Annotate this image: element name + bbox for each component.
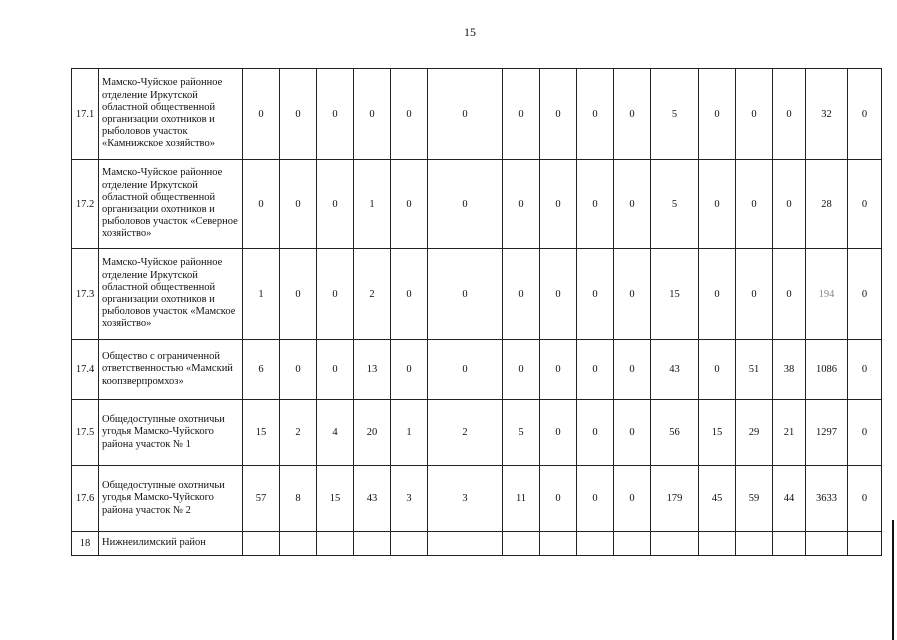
value-cell: 15 <box>243 400 280 466</box>
value-cell <box>503 532 540 556</box>
value-cell: 0 <box>736 160 773 249</box>
value-cell: 0 <box>280 249 317 340</box>
row-name: Общедоступные охотничьи угодья Мамско-Чуйского района участок № 2 <box>99 466 243 532</box>
value-cell: 0 <box>540 249 577 340</box>
row-number: 17.5 <box>72 400 99 466</box>
value-cell: 0 <box>540 69 577 160</box>
value-cell: 0 <box>317 69 354 160</box>
value-cell: 0 <box>503 340 540 400</box>
value-cell: 0 <box>391 160 428 249</box>
value-cell: 32 <box>806 69 848 160</box>
value-cell: 28 <box>806 160 848 249</box>
table-body <box>72 69 882 556</box>
value-cell: 179 <box>651 466 699 532</box>
value-cell: 0 <box>317 249 354 340</box>
value-cell: 4 <box>317 400 354 466</box>
value-cell: 0 <box>540 160 577 249</box>
value-cell: 0 <box>540 340 577 400</box>
value-cell: 0 <box>391 249 428 340</box>
value-cell: 5 <box>651 160 699 249</box>
row-name: Мамско-Чуйское районное отделение Иркутской областной общественной организации охотников и рыболовов участок «Мамское хозяйство» <box>99 249 243 340</box>
value-cell: 0 <box>699 69 736 160</box>
value-cell <box>577 532 614 556</box>
value-cell: 0 <box>848 69 882 160</box>
row-name: Общество с ограниченной ответственностью «Мамский коопзверпромхоз» <box>99 340 243 400</box>
value-cell: 15 <box>699 400 736 466</box>
value-cell: 43 <box>651 340 699 400</box>
value-cell: 0 <box>614 466 651 532</box>
value-cell: 0 <box>428 69 503 160</box>
value-cell <box>651 532 699 556</box>
value-cell: 0 <box>317 340 354 400</box>
value-cell: 3 <box>391 466 428 532</box>
value-cell: 0 <box>428 340 503 400</box>
table-row <box>72 160 882 249</box>
value-cell: 0 <box>736 69 773 160</box>
row-name: Общедоступные охотничьи угодья Мамско-Чуйского района участок № 1 <box>99 400 243 466</box>
value-cell: 0 <box>354 69 391 160</box>
value-cell: 57 <box>243 466 280 532</box>
value-cell: 0 <box>243 69 280 160</box>
value-cell: 0 <box>577 249 614 340</box>
table-row <box>72 69 882 160</box>
value-cell: 194 <box>806 249 848 340</box>
value-cell: 0 <box>614 160 651 249</box>
value-cell: 0 <box>614 69 651 160</box>
value-cell: 0 <box>614 249 651 340</box>
value-cell <box>773 532 806 556</box>
value-cell: 0 <box>503 249 540 340</box>
value-cell: 0 <box>614 400 651 466</box>
value-cell: 2 <box>280 400 317 466</box>
value-cell <box>391 532 428 556</box>
value-cell: 0 <box>577 400 614 466</box>
value-cell: 8 <box>280 466 317 532</box>
value-cell: 1 <box>391 400 428 466</box>
value-cell: 0 <box>280 160 317 249</box>
value-cell: 3 <box>428 466 503 532</box>
value-cell: 5 <box>651 69 699 160</box>
value-cell: 0 <box>773 249 806 340</box>
value-cell <box>806 532 848 556</box>
row-number: 17.2 <box>72 160 99 249</box>
value-cell: 43 <box>354 466 391 532</box>
row-number: 17.1 <box>72 69 99 160</box>
value-cell: 0 <box>577 340 614 400</box>
row-number: 17.3 <box>72 249 99 340</box>
value-cell: 0 <box>577 160 614 249</box>
value-cell: 2 <box>428 400 503 466</box>
value-cell: 0 <box>699 160 736 249</box>
row-name: Мамско-Чуйское районное отделение Иркутской областной общественной организации охотников и рыболовов участок «Северное хозяйство» <box>99 160 243 249</box>
value-cell <box>699 532 736 556</box>
value-cell <box>280 532 317 556</box>
value-cell: 0 <box>848 160 882 249</box>
row-name: Нижнеилимский район <box>99 532 243 556</box>
value-cell: 0 <box>317 160 354 249</box>
table-row <box>72 532 882 556</box>
value-cell: 0 <box>391 69 428 160</box>
value-cell: 0 <box>503 160 540 249</box>
value-cell: 0 <box>540 466 577 532</box>
value-cell: 0 <box>280 340 317 400</box>
value-cell: 21 <box>773 400 806 466</box>
value-cell: 1 <box>354 160 391 249</box>
value-cell <box>540 532 577 556</box>
table-row <box>72 249 882 340</box>
value-cell: 51 <box>736 340 773 400</box>
value-cell <box>428 532 503 556</box>
value-cell: 15 <box>317 466 354 532</box>
value-cell: 0 <box>391 340 428 400</box>
value-cell: 0 <box>503 69 540 160</box>
value-cell: 44 <box>773 466 806 532</box>
value-cell <box>614 532 651 556</box>
margin-mark <box>892 520 894 640</box>
page-number: 15 <box>464 25 476 39</box>
value-cell: 0 <box>428 160 503 249</box>
value-cell: 0 <box>614 340 651 400</box>
value-cell: 6 <box>243 340 280 400</box>
value-cell: 15 <box>651 249 699 340</box>
value-cell: 0 <box>280 69 317 160</box>
value-cell <box>736 532 773 556</box>
value-cell: 1086 <box>806 340 848 400</box>
data-table <box>71 68 882 556</box>
value-cell <box>243 532 280 556</box>
value-cell: 29 <box>736 400 773 466</box>
value-cell: 5 <box>503 400 540 466</box>
value-cell: 2 <box>354 249 391 340</box>
value-cell: 0 <box>736 249 773 340</box>
table-row <box>72 466 882 532</box>
value-cell: 0 <box>577 69 614 160</box>
table-row <box>72 340 882 400</box>
row-number: 18 <box>72 532 99 556</box>
value-cell: 45 <box>699 466 736 532</box>
value-cell: 59 <box>736 466 773 532</box>
value-cell: 0 <box>428 249 503 340</box>
value-cell: 0 <box>773 69 806 160</box>
value-cell: 0 <box>848 400 882 466</box>
value-cell: 0 <box>848 340 882 400</box>
value-cell: 20 <box>354 400 391 466</box>
row-number: 17.6 <box>72 466 99 532</box>
value-cell: 13 <box>354 340 391 400</box>
value-cell: 0 <box>577 466 614 532</box>
value-cell <box>354 532 391 556</box>
value-cell: 0 <box>243 160 280 249</box>
value-cell: 11 <box>503 466 540 532</box>
row-number: 17.4 <box>72 340 99 400</box>
value-cell: 38 <box>773 340 806 400</box>
value-cell: 1 <box>243 249 280 340</box>
row-name: Мамско-Чуйское районное отделение Иркутской областной общественной организации охотников и рыболовов участок «Камнижское хозяйство» <box>99 69 243 160</box>
value-cell: 0 <box>699 340 736 400</box>
value-cell <box>317 532 354 556</box>
value-cell: 3633 <box>806 466 848 532</box>
value-cell: 56 <box>651 400 699 466</box>
value-cell <box>848 532 882 556</box>
value-cell: 0 <box>773 160 806 249</box>
value-cell: 0 <box>848 249 882 340</box>
value-cell: 0 <box>699 249 736 340</box>
value-cell: 1297 <box>806 400 848 466</box>
value-cell: 0 <box>540 400 577 466</box>
table-row <box>72 400 882 466</box>
value-cell: 0 <box>848 466 882 532</box>
